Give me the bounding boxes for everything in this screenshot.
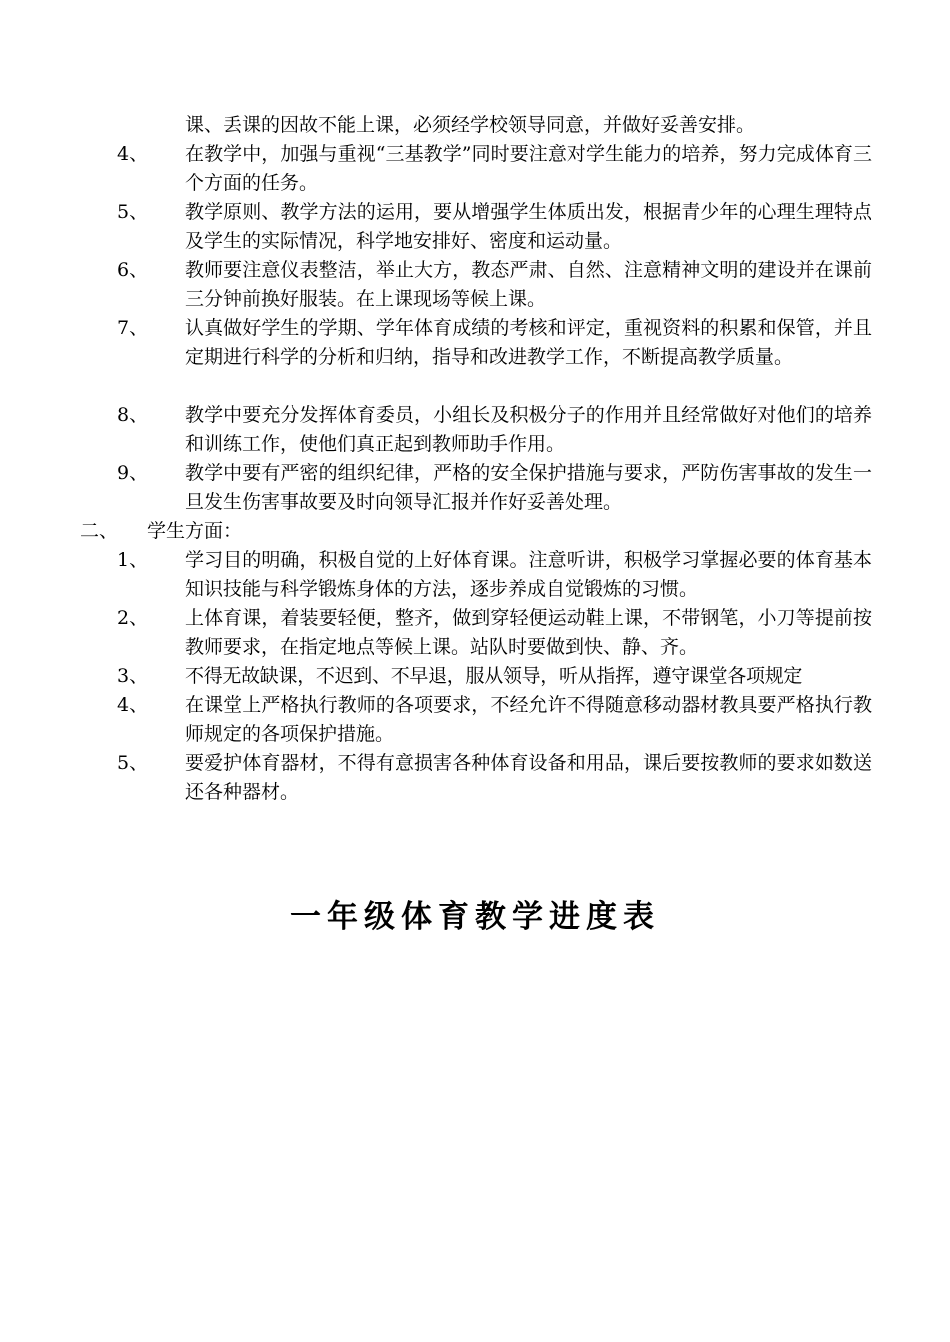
item-text: 学习目的明确，积极自觉的上好体育课。注意听讲，积极学习掌握必要的体育基本知识技能与科学锻炼身体的方法，逐步养成自觉锻炼的习惯。 <box>185 549 872 600</box>
item-text: 认真做好学生的学期、学年体育成绩的考核和评定，重视资料的积累和保管，并且定期进行科学的分析和归纳，指导和改进教学工作，不断提高教学质量。 <box>185 317 872 368</box>
item-text: 在课堂上严格执行教师的各项要求，不经允许不得随意移动器材教具要严格执行教师规定的各项保护措施。 <box>185 694 872 745</box>
item-number: 8、 <box>117 404 149 426</box>
item-number: 2、 <box>117 607 149 629</box>
item-number: 4、 <box>117 143 149 165</box>
item-number: 6、 <box>117 259 149 281</box>
item-text: 要爱护体育器材，不得有意损害各种体育设备和用品，课后要按教师的要求如数送还各种器材。 <box>185 752 872 803</box>
item-number: 3、 <box>117 665 149 687</box>
item-number: 7、 <box>117 317 149 339</box>
item-number: 5、 <box>117 752 149 774</box>
item-text: 在教学中，加强与重视“三基教学”同时要注意对学生能力的培养，努力完成体育三个方面的任务。 <box>185 143 872 194</box>
item-text: 教学原则、教学方法的运用，要从增强学生体质出发，根据青少年的心理生理特点及学生的实际情况，科学地安排好、密度和运动量。 <box>185 201 872 252</box>
item-number: 4、 <box>117 694 149 716</box>
item-text: 上体育课，着装要轻便，整齐，做到穿轻便运动鞋上课，不带钢笔，小刀等提前按教师要求，在指定地点等候上课。站队时要做到快、静、齐。 <box>185 607 872 658</box>
item-number: 1、 <box>117 549 149 571</box>
item-number: 9、 <box>117 462 149 484</box>
item-text: 教师要注意仪表整洁，举止大方，教态严肃、自然、注意精神文明的建设并在课前三分钟前换好服装。在上课现场等候上课。 <box>185 259 872 310</box>
continuation-line: 课、丢课的因故不能上课，必须经学校领导同意，并做好妥善安排。 <box>185 114 756 136</box>
item-text: 教学中要有严密的组织纪律，严格的安全保护措施与要求，严防伤害事故的发生一旦发生伤害事故要及时向领导汇报并作好妥善处理。 <box>185 462 872 513</box>
section-number: 二、 <box>80 520 119 542</box>
item-text: 不得无故缺课，不迟到、不早退，服从领导，听从指挥，遵守课堂各项规定 <box>185 665 803 687</box>
item-text: 教学中要充分发挥体育委员，小组长及积极分子的作用并且经常做好对他们的培养和训练工作，使他们真正起到教师助手作用。 <box>185 404 872 455</box>
page-title: 一年级体育教学进度表 <box>290 899 660 935</box>
section-title: 学生方面： <box>147 520 243 542</box>
item-number: 5、 <box>117 201 149 223</box>
